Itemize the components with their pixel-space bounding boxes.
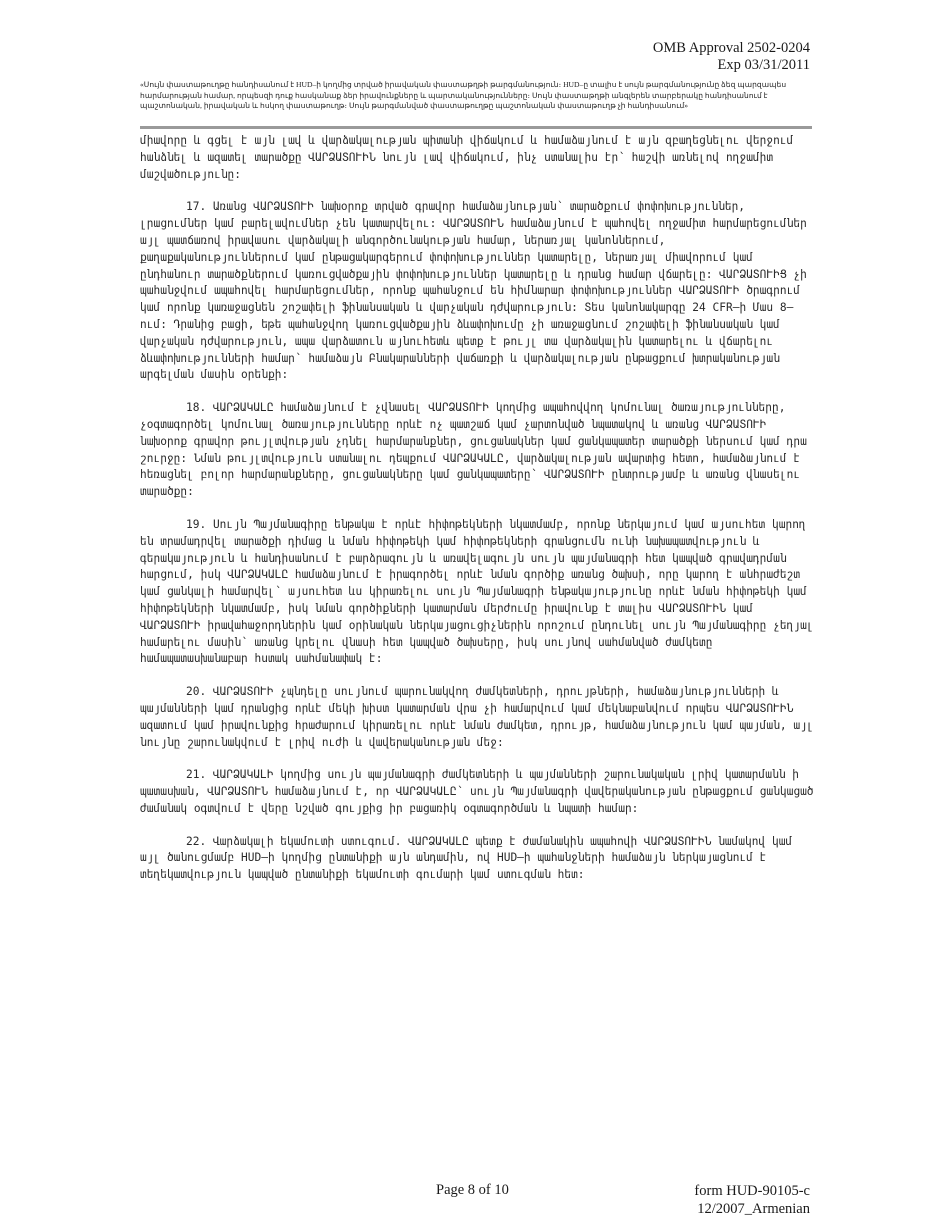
form-version: 12/2007_Armenian [697, 1201, 810, 1217]
translation-notice: «Սույն փաստաթուղթը հանդիսանում է HUD–ի կողմից տրված իրավական փաստաթղթի թարգմանություն։ HUD–ը տալիս է սույն թարգմանությունը ձեզ պարզապես հարմարության համար, որպեսզի դուք հասկանաք ձեր իրավունքները և պարտականությունները։ Սույն փաստաթղթի անգլերեն տարբերակը հանդիսանում է պաշտոնական, իրավական և հսկող փաստաթուղթ։ Սույն թարգմանված փաստաթուղթը պաշտոնական փաստաթուղթ չի հանդիսանում» [140, 80, 787, 110]
omb-approval-block [653, 40, 810, 74]
paragraph-21: 21. ՎԱՐՁԱԿԱԼԻ կողմից սույն պայմանագրի ժամկետների և պայմանների շարունակական լրիվ կատարմանն ի պատասխան, ՎԱՐՁԱՏՈՒՆ համաձայնում է, որ ՎԱՐՁԱԿԱԼԸ՝ սույն Պայմանագրի վավերականության ընթացքում ցանկացած ժամանակ օգտվում է վերը նշված գույքից իր բացառիկ օգտագործման և նպատի համար: [140, 768, 814, 815]
header-divider [140, 126, 812, 129]
paragraph-20: 20. ՎԱՐՁԱՏՈՒԻ չպնդելը սույնում պարունակվող ժամկետների, դրույթների, համաձայնությունների և պայմանների կամ դրանցից որևէ մեկի խիստ կատարման վրա չի համարվում կամ մեկնաբանվում որպես ՎԱՐՁԱՏՈՒԻՆ ազատում կամ իրավունքից հրաժարում կիրառելու որևէ նման ժամկետ, դրույթ, համաձայնություն կամ պայման, այլ նույնը շարունակվում է լրիվ ուժի և վավերականության մեջ: [140, 685, 814, 749]
omb-approval-number: OMB Approval 2502-0204 [652, 40, 810, 56]
omb-expiration: Exp 03/31/2011 [717, 57, 810, 73]
form-number: form HUD-90105-c [694, 1183, 810, 1199]
intro-paragraph: միավորը և գցել է այն լավ և վարձակալության պիտանի վիճակում և համաձայնում է այն զբաղեցնելու վերջում հանձնել և ազատել տարածքը ՎԱՐՁԱՏՈՒԻՆ նույն լավ վիճակում, ինչ ստանալիս էր՝ հաշվի առնելով ողջամիտ մաշվածությունը: [140, 134, 794, 181]
paragraph-17: 17. Առանց ՎԱՐՁԱՏՈՒԻ նախօրոք տրված գրավոր համաձայնության՝ տարածքում փոփոխություններ, լրացումներ կամ բարելավումներ չեն կատարվելու: ՎԱՐՁԱՏՈՒՆ համաձայնում է պահովել ողջամիտ հարմարեցումներ այլ պատճառով իրավասու վարձակալի անգործունակության համար, ներառյալ կանոններում, քաղաքականություններում կամ ընթացակարգերում փոփոխություններ կատարելը, ներառյալ միավորում կամ ընդհանուր տարածքներում կառուցվածքային փոփոխություններ կատարելը և դրանց համար վճարելը: ՎԱՐՁԱՏՈՒԻՑ չի պահանջվում ապահովել հարմարեցումներ, որոնք պահանջում են հիմնարար փոփոխություններ ՎԱՐՁԱՏՈՒԻ ծրագրում կամ որոնք կառաջացնեն շոշափելի ֆինանսական և վարչական դժվարություն: Տես կանոնակարգը 24 CFR–ի Մաս 8–ում: Դրանից բացի, եթե պահանջվող կառուցվածքային ձևափոխումը չի առաջացնում շոշափելի ֆինանսական կամ վարչական դժվարություն, ապա վարձատուն այնուհետև պետք է թույլ տա վարձակալին կատարելու և վճարելու ձևափոխությունների համար՝ համաձայն Բնակարանների վաճառքի և վարձակալության ընթացքում խտրականության արգելման մասին օրենքի: [140, 200, 807, 382]
paragraph-19: 19. Սույն Պայմանագիրը ենթակա է որևէ հիփոթեկների նկատմամբ, որոնք ներկայում կամ այսուհետ կարող են տրամադրվել տարածքի դիմաց և նման հիփոթեկի կամ հիփոթեկների գրանցումն ունի նախապատվություն և գերակայություն և հանդիսանում է բարձրագույն և առավելագույն սույն պայմանագրի հետ կապված գրավադրման հարցում, իսկ ՎԱՐՁԱԿԱԼԸ համաձայնում է իրագործել որևէ նման գործիք առանց ծախսի, որը կարող է անհրաժեշտ կամ ցանկալի համարվել՝ այսուհետ ևս կիրառելու սույն Պայմանագրի ենթակայությունը որևէ նման հիփոթեկի կամ հիփոթեկների նկատմամբ, իսկ նման գործիքների կատարման մերժումը իրավունք է տալիս ՎԱՐՁԱՏՈՒԻՆ կամ ՎԱՐՁԱՏՈՒԻ իրավահաջորդներին կամ օրինական ներկայացուցիչներին որոշում ընդունել սույն Պայմանագիրը չեղյալ համարելու մասին՝ առանց կրելու վնասի հետ կապված ծախսերը, իսկ սույնով սահմանված ժամկետը համապատասխանաբար հստակ սահմանափակ է: [140, 517, 814, 666]
paragraph-22: 22. Վարձակալի եկամուտի ստուգում. ՎԱՐՁԱԿԱԼԸ պետք է ժամանակին ապահովի ՎԱՐՁԱՏՈՒԻՆ նամակով կամ այլ ծանուցմամբ HUD–ի կողմից ընտանիքի այն անդամին, ով HUD–ի պահանջների համաձայն ներկայացնում է տեղեկատվություն կապված ընտանիքի եկամուտի գումարի կամ ստուգման հետ: [140, 834, 793, 882]
form-identifier [694, 1182, 810, 1218]
paragraph-18: 18. ՎԱՐՁԱԿԱԼԸ համաձայնում է չվնասել ՎԱՐՁԱՏՈՒԻ կողմից ապահովվող կոմունալ ծառայությունները, չօգտագործել կոմունալ ծառայությունները որևէ ոչ պատշաճ կամ չարտոնված նպատակով և առանց ՎԱՐՁԱՏՈՒԻ նախօրոք գրավոր թույլտվության չդնել հարմարանքներ, ցուցանակներ կամ ցանկապատեր տարածքի ներսում կամ դրա շուրջը: Նման թույլտվություն ստանալու դեպքում ՎԱՐՁԱԿԱԼԸ, վարձակալության ավարտից հետո, համաձայնում է հեռացնել բոլոր հարմարանքները, ցուցանակները կամ ցանկապատերը՝ ՎԱՐՁԱՏՈՒԻ ընտրությամբ և առանց վնասելու տարածքը: [140, 401, 807, 499]
document-body [140, 133, 816, 900]
page-number: Page 8 of 10 [436, 1182, 509, 1198]
